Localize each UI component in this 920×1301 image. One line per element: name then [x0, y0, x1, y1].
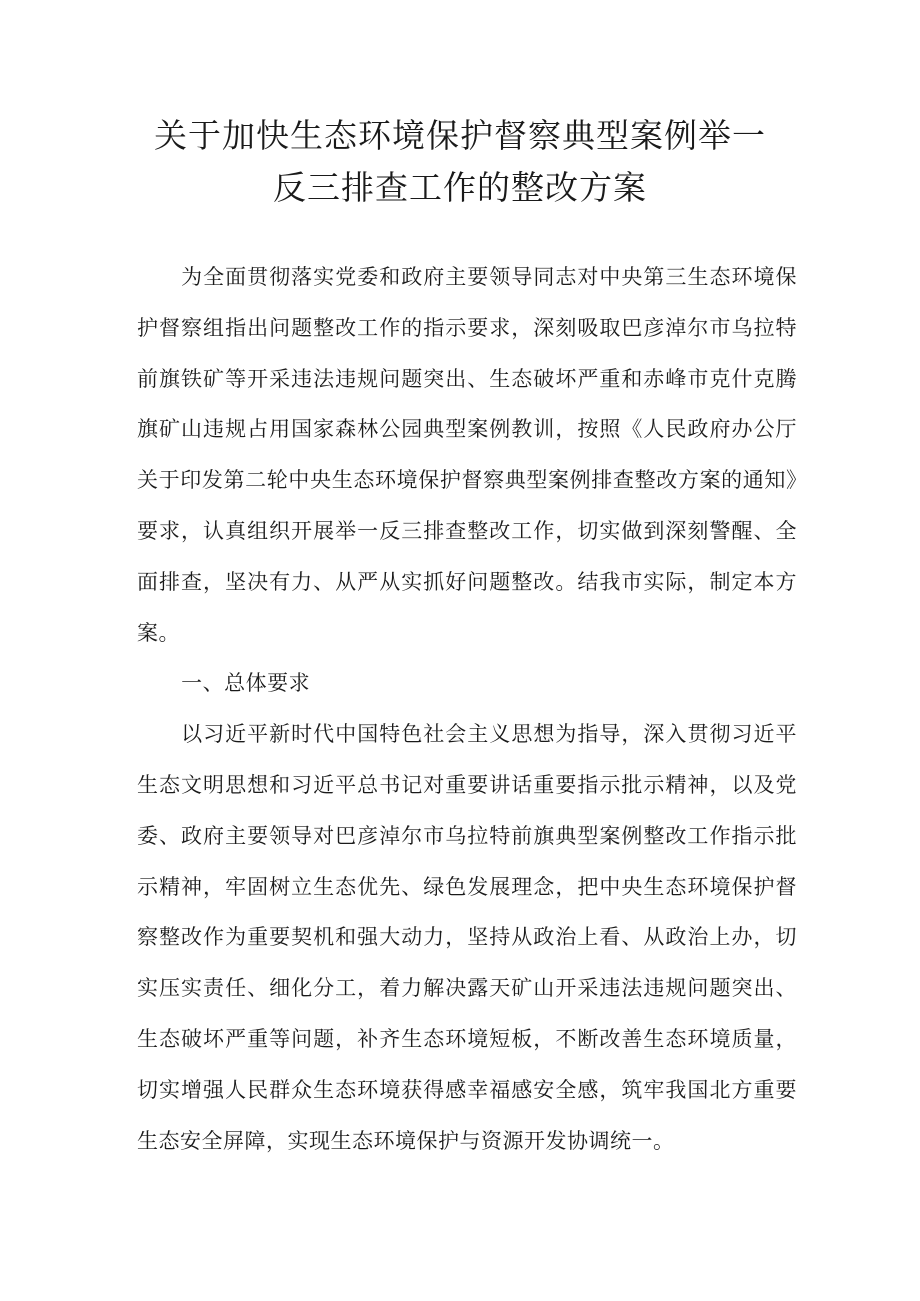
- section-heading-general-requirements: 一、总体要求: [181, 671, 311, 696]
- intro-paragraph: 为全面贯彻落实党委和政府主要领导同志对中央第三生态环境保护督察组指出问题整改工作的指示要求，深刻吸取巴彦淖尔市乌拉特前旗铁矿等开采违法违规问题突出、生态破坏严重和赤峰市克什克腾旗矿山违规占用国家森林公园典型案例教训，按照《人民政府办公厅关于印发第二轮中央生态环境保护督察典型案例排查整改方案的通知》要求，认真组织开展举一反三排查整改工作，切实做到深刻警醒、全面排查，坚决有力、从严从实抓好问题整改。结我市实际，制定本方案。: [137, 265, 797, 645]
- title-line-1: 关于加快生态环境保护督察典型案例举一: [154, 116, 766, 155]
- document-title: [100, 110, 820, 214]
- document-body: [137, 252, 797, 1166]
- title-line-2: 反三排查工作的整改方案: [273, 168, 647, 207]
- general-requirements-paragraph: 以习近平新时代中国特色社会主义思想为指导，深入贯彻习近平生态文明思想和习近平总书记对重要讲话重要指示批示精神，以及党委、政府主要领导对巴彦淖尔市乌拉特前旗典型案例整改工作指示批示精神，牢固树立生态优先、绿色发展理念，把中央生态环境保护督察整改作为重要契机和强大动力，坚持从政治上看、从政治上办，切实压实责任、细化分工，着力解决露天矿山开采违法违规问题突出、生态破坏严重等问题，补齐生态环境短板，不断改善生态环境质量，切实增强人民群众生态环境获得感幸福感安全感，筑牢我国北方重要生态安全屏障，实现生态环境保护与资源开发协调统一。: [137, 722, 797, 1153]
